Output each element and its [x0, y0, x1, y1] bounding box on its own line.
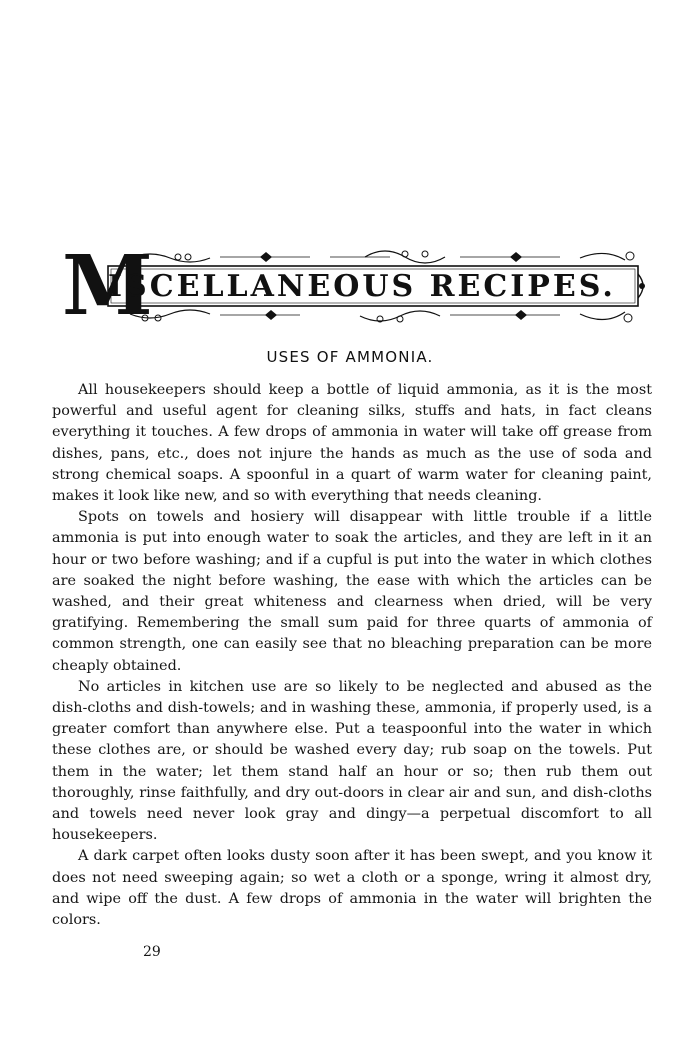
paragraph: No articles in kitchen use are so likely to be neglected and abused as the dish-cloths and dish-towels; and in washing these, ammonia, if properly used, is a greater comfort than anywhere else. Put a teaspoonful into the water in which these clothes are, or should be washed every day; rub soap on the towels. Put them in the water; let them stand half an hour or so; then rub them out thoroughly, rinse faithfully, and dry out-doors in clear air and sun, and dish-cloths and towels need never look gray and dingy—a perpetual discomfort to all housekeepers.: [52, 678, 652, 844]
paragraph: A dark carpet often looks dusty soon after it has been swept, and you know it does not need sweeping again; so wet a cloth or a sponge, wring it almost dry, and wipe off the dust. A few drops of ammonia in the water will brighten the colors.: [52, 848, 652, 929]
article-body: [52, 380, 652, 931]
page-number: 29: [143, 944, 161, 960]
ornamental-initial-letter: M: [62, 238, 153, 334]
ornamental-title-banner: [60, 238, 650, 334]
section-heading: USES OF AMMONIA.: [266, 348, 434, 366]
page-title: ISCELLANEOUS RECIPES.: [108, 269, 616, 304]
paragraph: Spots on towels and hosiery will disappear with little trouble if a little ammonia is put into enough water to soak the articles, and they are left in it an hour or two before washing; and if a cupful is put into the water in which clothes are soaked the night before washing, the ease with which the articles can be washed, and their great whiteness and clearness when dried, will be very gratifying. Remembering the small sum paid for three quarts of ammonia of common strength, one can easily see that no bleaching preparation can be more cheaply obtained.: [52, 509, 652, 674]
paragraph: All housekeepers should keep a bottle of liquid ammonia, as it is the most powerful and useful agent for cleaning silks, stuffs and hats, in fact cleans everything it touches. A few drops of ammonia in water will take off grease from dishes, pans, etc., does not injure the hands as much as the use of soda and strong chemical soaps. A spoonful in a quart of warm water for cleaning paint, makes it look like new, and so with everything that needs cleaning.: [52, 382, 652, 505]
